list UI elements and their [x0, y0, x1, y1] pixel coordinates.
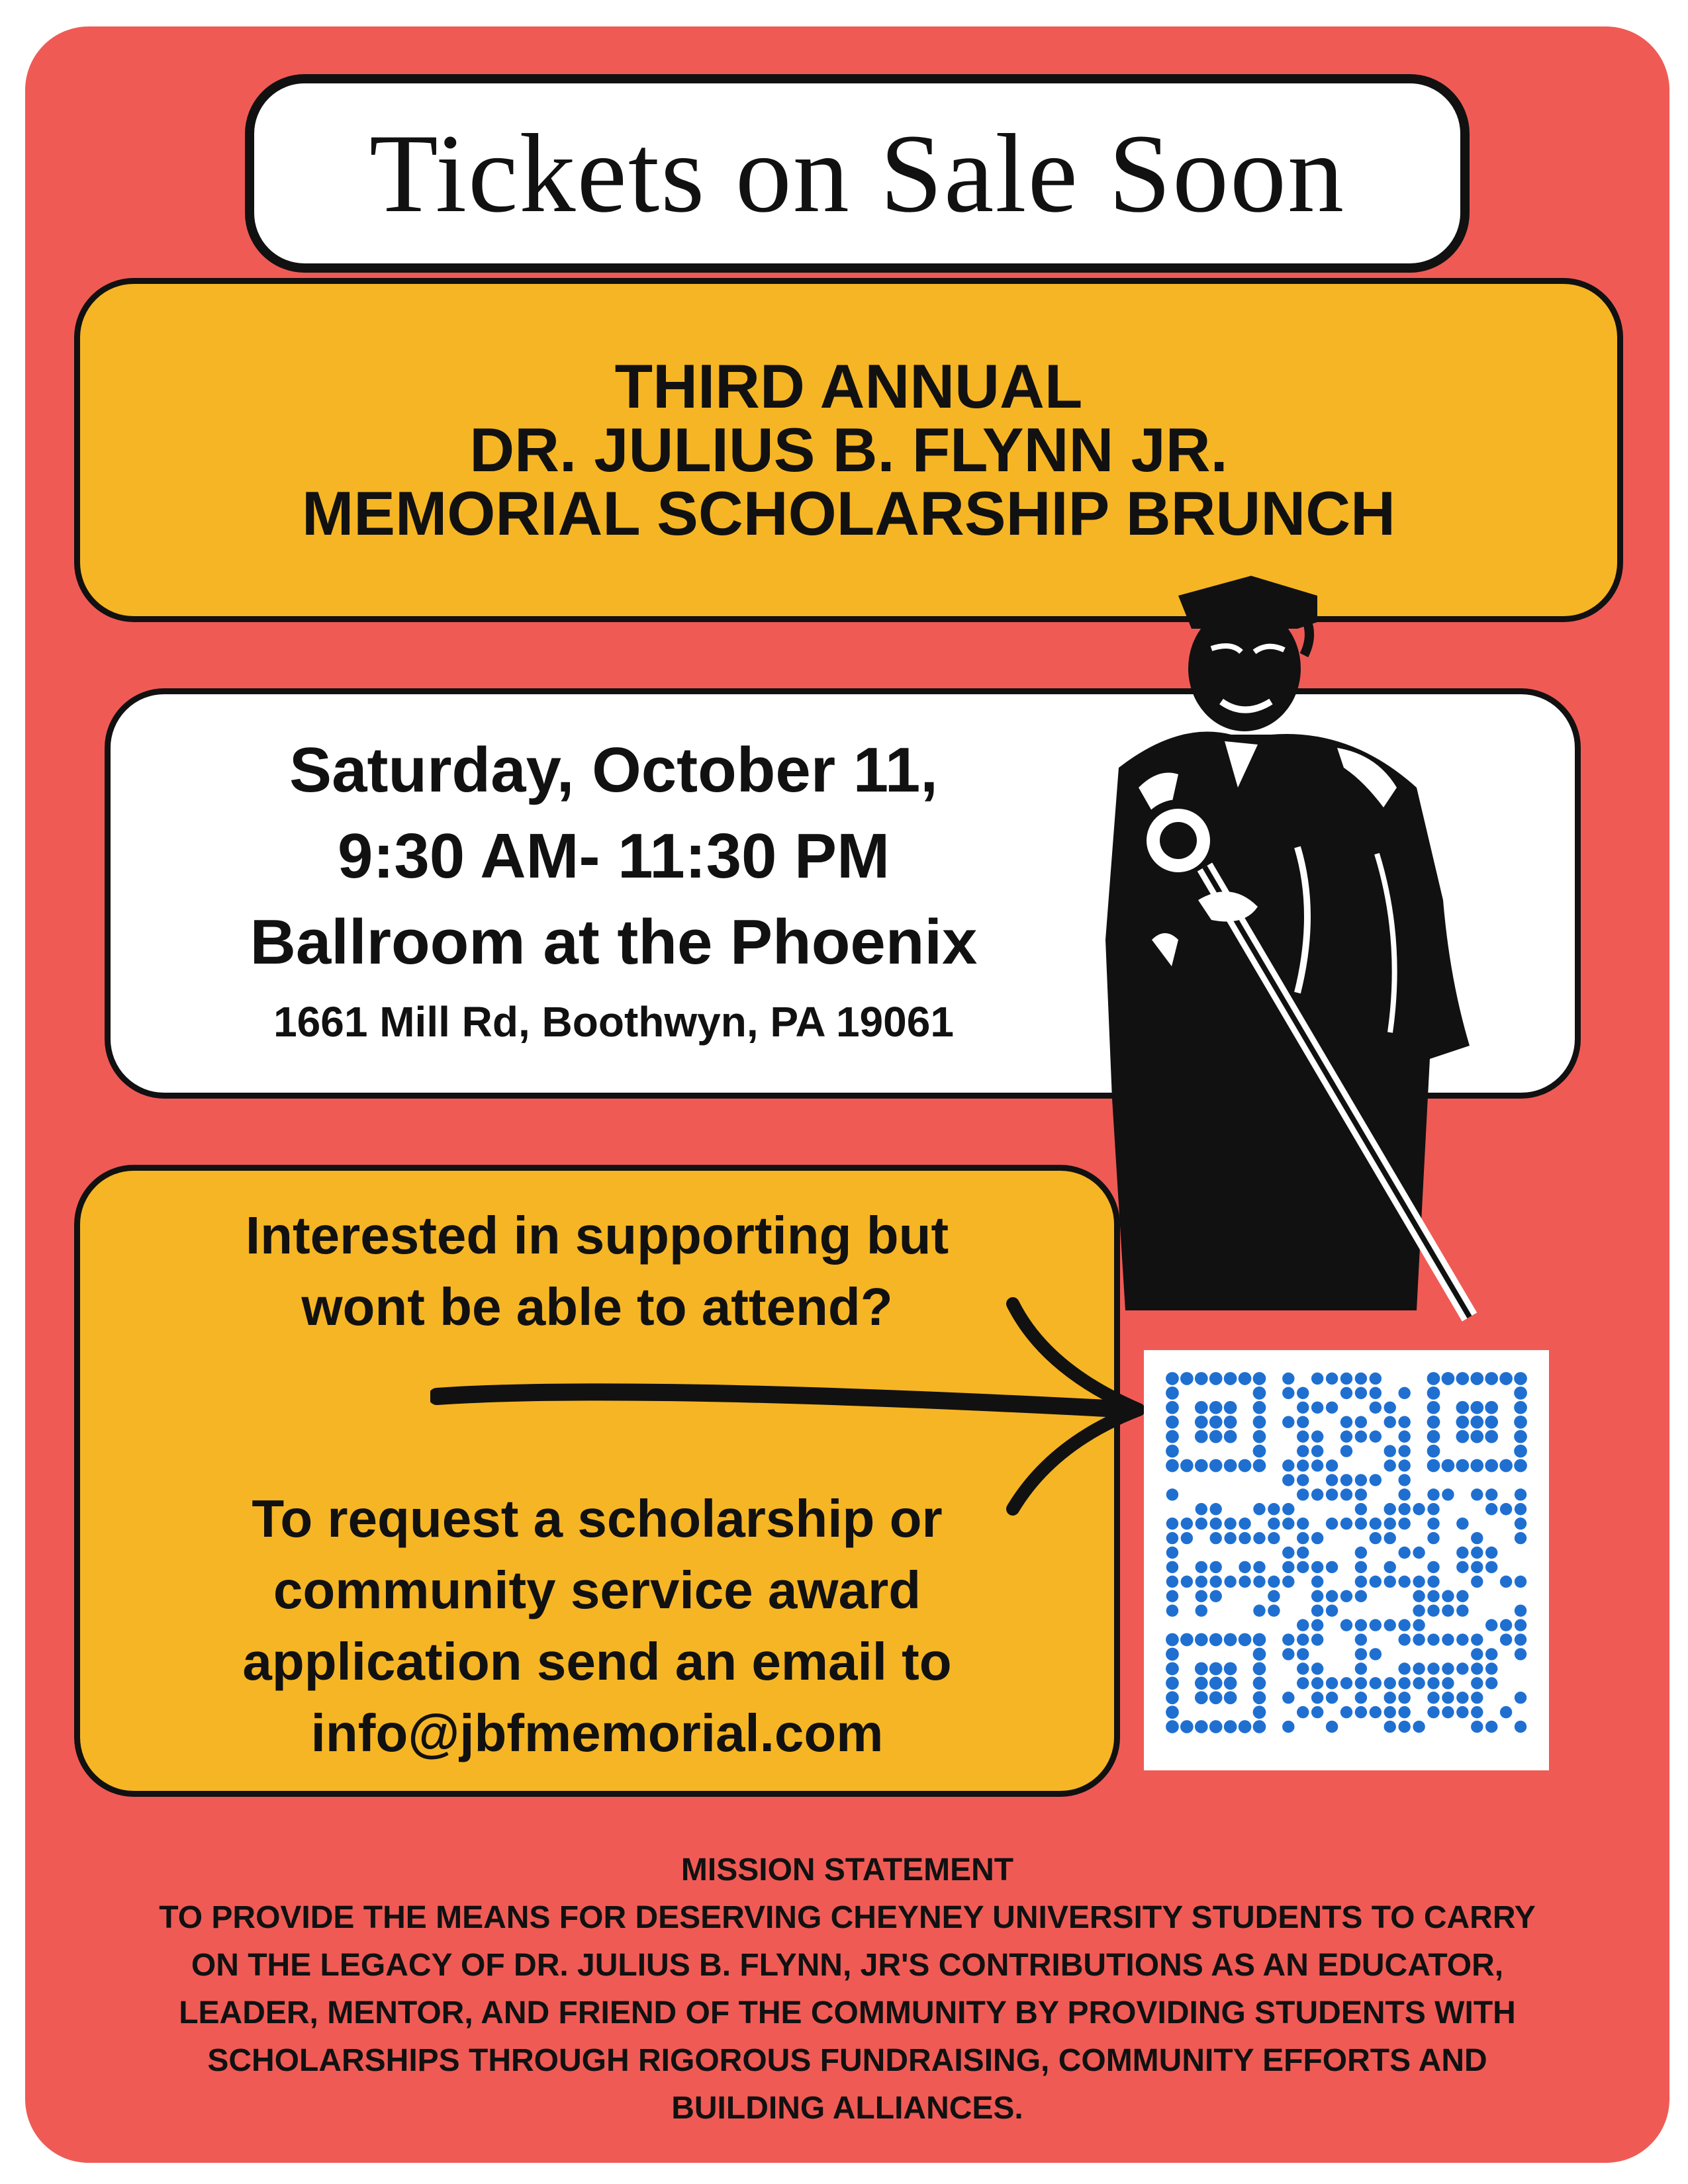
support-question-line-2: wont be able to attend?	[301, 1277, 893, 1336]
support-question-line-1: Interested in supporting but	[245, 1206, 949, 1265]
event-address: 1661 Mill Rd, Boothwyn, PA 19061	[273, 998, 954, 1046]
qr-code-container	[1144, 1350, 1549, 1770]
event-venue: Ballroom at the Phoenix	[250, 907, 978, 978]
qr-code[interactable]	[1165, 1371, 1528, 1734]
event-title-line-3: MEMORIAL SCHOLARSHIP BRUNCH	[301, 478, 1396, 548]
request-line-3: application send an email to	[242, 1632, 952, 1691]
portrait-illustration	[1099, 569, 1602, 1337]
headline-banner	[245, 74, 1470, 273]
event-title-line-1: THIRD ANNUAL	[614, 351, 1083, 421]
event-date: Saturday, October 11,	[289, 735, 938, 805]
request-line-1: To request a scholarship or	[252, 1489, 943, 1548]
arrow-right-icon	[430, 1291, 1145, 1516]
mission-statement	[25, 1846, 1669, 2132]
event-time: 9:30 AM- 11:30 PM	[337, 821, 890, 891]
mission-line-2: ON THE LEGACY OF DR. JULIUS B. FLYNN, JR'S CONTRIBUTIONS AS AN EDUCATOR,	[191, 1948, 1504, 1983]
mission-line-1: TO PROVIDE THE MEANS FOR DESERVING CHEYNEY UNIVERSITY STUDENTS TO CARRY	[159, 1900, 1536, 1935]
contact-email[interactable]: info@jbfmemorial.com	[310, 1704, 884, 1762]
mission-heading: MISSION STATEMENT	[680, 1852, 1014, 1888]
mission-line-3: LEADER, MENTOR, AND FRIEND OF THE COMMUNITY BY PROVIDING STUDENTS WITH	[179, 1995, 1516, 2030]
request-line-2: community service award	[273, 1561, 921, 1619]
mission-line-5: BUILDING ALLIANCES.	[671, 2091, 1023, 2126]
event-title-line-2: DR. JULIUS B. FLYNN JR.	[469, 415, 1228, 484]
mission-line-4: SCHOLARSHIPS THROUGH RIGOROUS FUNDRAISING, COMMUNITY EFFORTS AND	[207, 2043, 1487, 2078]
headline: Tickets on Sale Soon	[369, 111, 1346, 236]
